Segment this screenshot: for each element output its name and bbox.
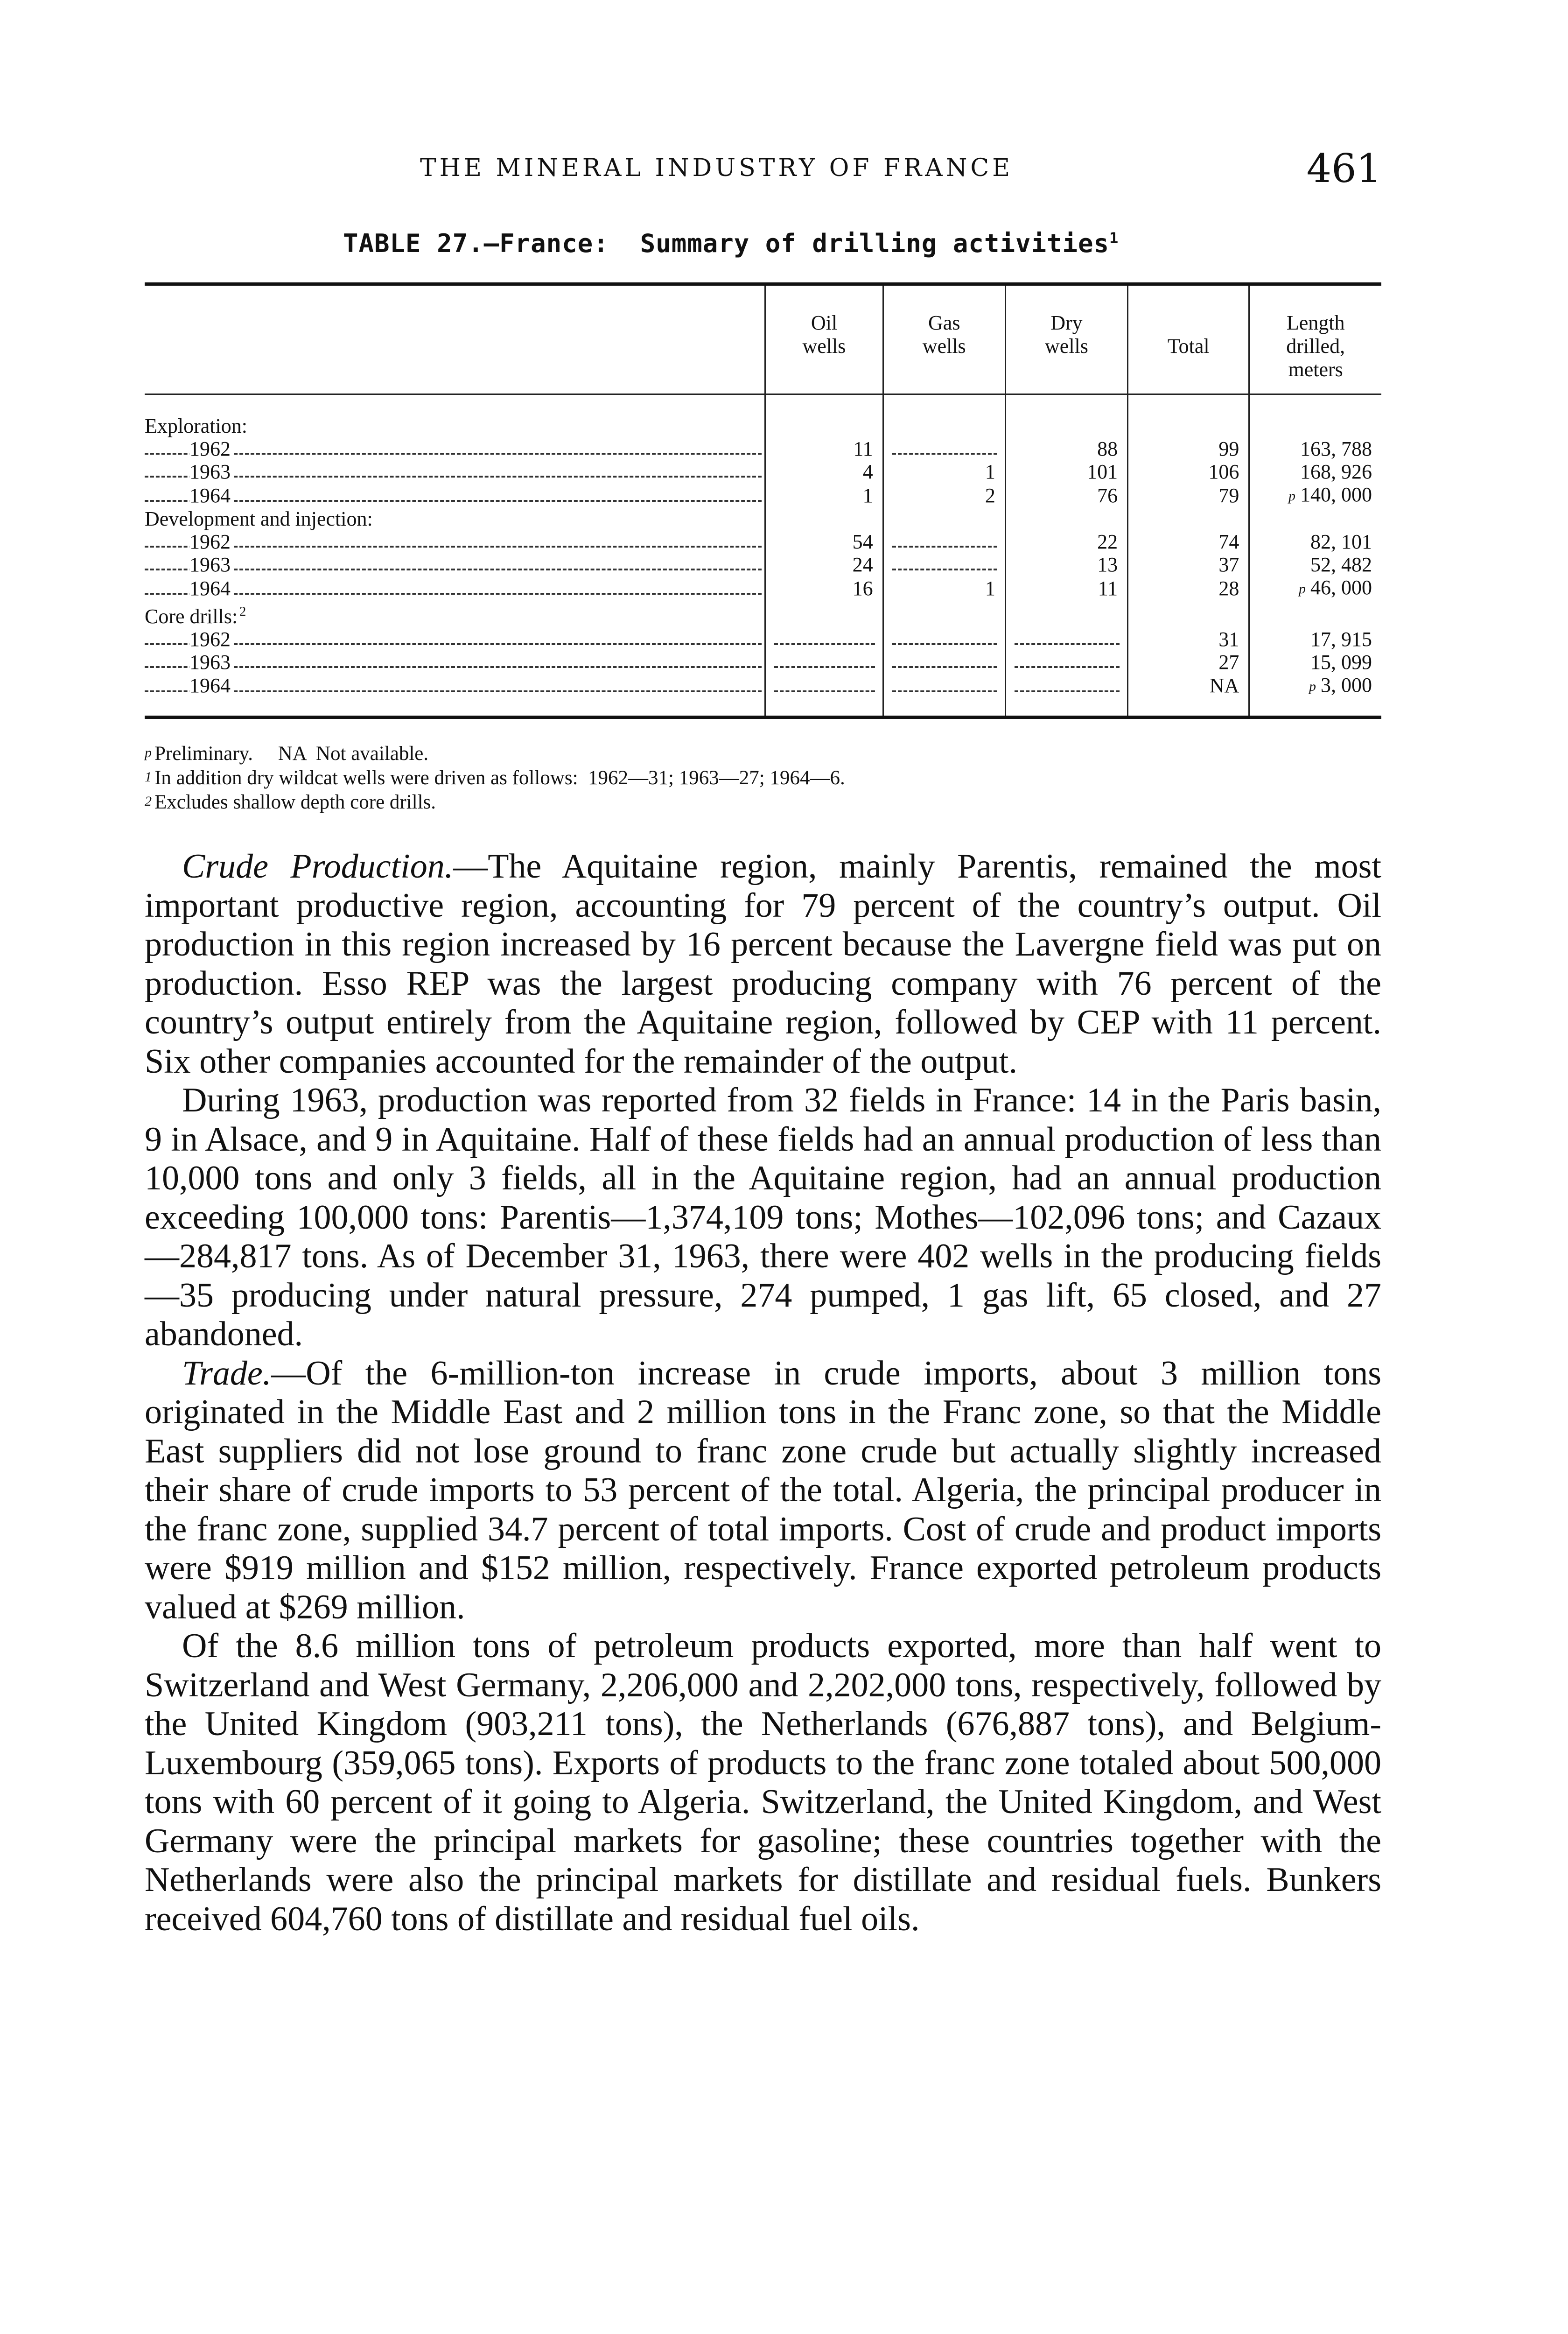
footnote-mark: 1 [145, 769, 152, 785]
cell-dry-wells-none [1005, 628, 1127, 651]
section-label [145, 507, 765, 530]
section-label [145, 600, 765, 628]
paragraph-crude-production [145, 847, 1381, 1081]
cell-gas-wells-none [883, 530, 1005, 553]
col-header-dry-wells: Dry wells [1005, 286, 1127, 394]
cell-total: 74 [1128, 530, 1249, 553]
cell-dry-wells: 13 [1005, 553, 1127, 576]
drilling-activities-table [145, 286, 1381, 716]
cell-gas-wells-none [883, 674, 1005, 698]
table-top-rule [145, 282, 1381, 286]
section-label-text: Core drills: [145, 605, 239, 628]
row-year-label [145, 483, 765, 507]
cell-dry-wells: 11 [1005, 576, 1127, 600]
row-year-text: 1963 [189, 651, 232, 674]
table-body [145, 394, 1381, 716]
row-year-label [145, 460, 765, 483]
row-year-label [145, 674, 765, 698]
row-year-text: 1963 [189, 553, 232, 576]
section-header-empty-cell [765, 415, 883, 437]
footnote-mark: 2 [145, 794, 152, 809]
cell-gas-wells: 1 [883, 460, 1005, 483]
header-stub [145, 286, 765, 394]
footnote [145, 790, 845, 814]
section-header-empty-cell [1005, 507, 1127, 530]
cell-gas-wells-none [883, 651, 1005, 674]
table-header-row [145, 286, 1381, 394]
spacer-cell [145, 698, 765, 716]
cell-length-drilled [1249, 483, 1381, 507]
footnote-text: In addition dry wildcat wells were driven as follows: 1962—31; 1963—27; 1964—6. [154, 767, 845, 789]
text-trade: —Of the 6-million-ton increase in crude imports, about 3 million tons originated in the Middle East and 2 million tons in the Franc zone, so that the Middle East suppliers did not lose ground to franc zone crude but actually slightly increased their share of crude imports to 53 percent of the total. Algeria, the principal producer in the franc zone, supplied 34.7 percent of total imports. Cost of crude and product imports were $919 million and $152 million, respectively. France exported petroleum products valued at $269 million. [145, 1354, 1381, 1626]
spacer-cell [765, 394, 883, 415]
cell-total: 106 [1128, 460, 1249, 483]
table-row [145, 628, 1381, 651]
heading-trade: Trade. [182, 1354, 272, 1392]
spacer-cell [883, 394, 1005, 415]
cell-dry-wells: 88 [1005, 437, 1127, 460]
cell-oil-wells-none [765, 651, 883, 674]
section-header-empty-cell [1128, 507, 1249, 530]
table-row [145, 437, 1381, 460]
row-year-label [145, 628, 765, 651]
row-year-label [145, 437, 765, 460]
section-label [145, 415, 765, 437]
section-header-row [145, 507, 1381, 530]
table-title-footnote-mark: 1 [1109, 229, 1119, 247]
row-year-label [145, 530, 765, 553]
table-row [145, 553, 1381, 576]
cell-total: 37 [1128, 553, 1249, 576]
footnote [145, 741, 845, 766]
col-header-gas-wells: Gas wells [883, 286, 1005, 394]
section-header-empty-cell [883, 600, 1005, 628]
table-row [145, 651, 1381, 674]
preliminary-mark: p [1299, 581, 1306, 597]
cell-oil-wells: 24 [765, 553, 883, 576]
table-footnotes [145, 741, 845, 814]
spacer-cell [145, 394, 765, 415]
cell-oil-wells-none [765, 628, 883, 651]
table-spacer-row [145, 394, 1381, 415]
section-label-text: Exploration: [145, 415, 249, 437]
spacer-cell [1128, 698, 1249, 716]
row-year-text: 1962 [189, 628, 232, 651]
cell-value: 46, 000 [1310, 576, 1372, 599]
table-bottom-rule [145, 716, 1381, 719]
cell-total: 79 [1128, 483, 1249, 507]
cell-gas-wells: 2 [883, 483, 1005, 507]
section-header-empty-cell [1249, 415, 1381, 437]
paragraph-exports: Of the 8.6 million tons of petroleum products exported, more than half went to Switzerland and West Germany, 2,206,000 and 2,202,000 tons, respectively, followed by the United Kingdom (903,211 tons), the Netherlands (676,887 tons), and Belgium-Luxembourg (359,065 tons). Exports of products to the franc zone totaled about 500,000 tons with 60 percent of it going to Algeria. Switzerland, the United Kingdom, and West Germany were the principal markets for gasoline; these countries together with the Netherlands were also the principal markets for distillate and residual fuels. Bunkers received 604,760 tons of distillate and residual fuel oils. [145, 1627, 1381, 1938]
cell-oil-wells: 54 [765, 530, 883, 553]
cell-oil-wells: 4 [765, 460, 883, 483]
table-row [145, 483, 1381, 507]
cell-total: NA [1128, 674, 1249, 698]
paragraph-fields-1963: During 1963, production was reported from 32 fields in France: 14 in the Paris basin, 9 in Alsace, and 9 in Aquitaine. Half of these fields had an annual production of less than 10,000 tons and only 3 fields, all in the Aquitaine region, had an annual production exceeding 100,000 tons: Parentis—1,374,109 tons; Mothes—102,096 tons; and Cazaux—284,817 tons. As of December 31, 1963, there were 402 wells in the producing fields—35 producing under natural pressure, 274 pumped, 1 gas lift, 65 closed, and 27 abandoned. [145, 1081, 1381, 1353]
row-year-text: 1963 [189, 460, 232, 483]
cell-oil-wells: 11 [765, 437, 883, 460]
spacer-cell [1128, 394, 1249, 415]
spacer-cell [1249, 698, 1381, 716]
table-title [343, 229, 1119, 258]
cell-length-drilled [1249, 576, 1381, 600]
spacer-cell [1005, 698, 1127, 716]
table-row [145, 576, 1381, 600]
heading-crude-production: Crude Production. [182, 847, 454, 886]
table-title-text: TABLE 27.—France: Summary of drilling activities [343, 229, 1110, 258]
cell-gas-wells: 1 [883, 576, 1005, 600]
section-header-empty-cell [1249, 600, 1381, 628]
preliminary-mark: p [1309, 678, 1316, 694]
cell-total: 28 [1128, 576, 1249, 600]
cell-value: 140, 000 [1300, 483, 1372, 506]
cell-total: 31 [1128, 628, 1249, 651]
section-header-empty-cell [1128, 415, 1249, 437]
cell-length-drilled: 163, 788 [1249, 437, 1381, 460]
section-header-empty-cell [765, 600, 883, 628]
section-header-empty-cell [883, 507, 1005, 530]
cell-length-drilled: 82, 101 [1249, 530, 1381, 553]
cell-length-drilled [1249, 674, 1381, 698]
section-header-empty-cell [1005, 600, 1127, 628]
section-header-empty-cell [883, 415, 1005, 437]
row-year-label [145, 553, 765, 576]
footnote-text: Excludes shallow depth core drills. [154, 791, 436, 813]
row-year-label [145, 576, 765, 600]
row-year-text: 1964 [189, 577, 232, 600]
section-header-empty-cell [1005, 415, 1127, 437]
preliminary-mark: p [1288, 488, 1295, 504]
cell-oil-wells: 1 [765, 483, 883, 507]
cell-dry-wells: 22 [1005, 530, 1127, 553]
drilling-table-container [145, 282, 1381, 719]
cell-length-drilled: 52, 482 [1249, 553, 1381, 576]
cell-dry-wells-none [1005, 674, 1127, 698]
section-header-empty-cell [1128, 600, 1249, 628]
page-number: 461 [1306, 146, 1381, 191]
cell-dry-wells: 76 [1005, 483, 1127, 507]
spacer-cell [1005, 394, 1127, 415]
running-title: THE MINERAL INDUSTRY OF FRANCE [420, 154, 1014, 182]
section-footnote-mark: 2 [239, 605, 246, 619]
cell-gas-wells-none [883, 553, 1005, 576]
footnote [145, 766, 845, 790]
page-header [145, 148, 1381, 200]
spacer-cell [883, 698, 1005, 716]
section-header-empty-cell [1249, 507, 1381, 530]
cell-total: 27 [1128, 651, 1249, 674]
section-header-row [145, 415, 1381, 437]
table-row [145, 460, 1381, 483]
table-spacer-row [145, 698, 1381, 716]
spacer-cell [765, 698, 883, 716]
cell-length-drilled: 15, 099 [1249, 651, 1381, 674]
section-header-empty-cell [765, 507, 883, 530]
cell-gas-wells-none [883, 628, 1005, 651]
text-crude-production: —The Aquitaine region, mainly Parentis, remained the most important productive region, accounting for 79 percent of the country’s output. Oil production in this region increased by 16 percent because the Lavergne field was put on production. Esso REP was the largest producing company with 76 percent of the country’s output entirely from the Aquitaine region, followed by CEP with 11 percent. Six other companies accounted for the remainder of the output. [145, 847, 1382, 1081]
cell-oil-wells-none [765, 674, 883, 698]
table-row [145, 530, 1381, 553]
row-year-text: 1962 [189, 530, 232, 553]
cell-value: 3, 000 [1321, 673, 1372, 696]
body-text [145, 847, 1381, 1939]
col-header-oil-wells: Oil wells [765, 286, 883, 394]
row-year-text: 1964 [189, 484, 232, 507]
section-label-text: Development and injection: [145, 507, 375, 530]
section-header-row [145, 600, 1381, 628]
table-row [145, 674, 1381, 698]
row-year-label [145, 651, 765, 674]
paragraph-trade [145, 1354, 1381, 1627]
col-header-total: Total [1128, 286, 1249, 394]
cell-dry-wells-none [1005, 651, 1127, 674]
cell-gas-wells-none [883, 437, 1005, 460]
footnote-mark: p [145, 745, 152, 760]
cell-dry-wells: 101 [1005, 460, 1127, 483]
col-header-length: Length drilled, meters [1249, 286, 1381, 394]
cell-length-drilled: 168, 926 [1249, 460, 1381, 483]
cell-oil-wells: 16 [765, 576, 883, 600]
row-year-text: 1964 [189, 674, 232, 697]
cell-length-drilled: 17, 915 [1249, 628, 1381, 651]
row-year-text: 1962 [189, 437, 232, 460]
spacer-cell [1249, 394, 1381, 415]
cell-total: 99 [1128, 437, 1249, 460]
footnote-text: Preliminary. NA Not available. [154, 743, 429, 765]
